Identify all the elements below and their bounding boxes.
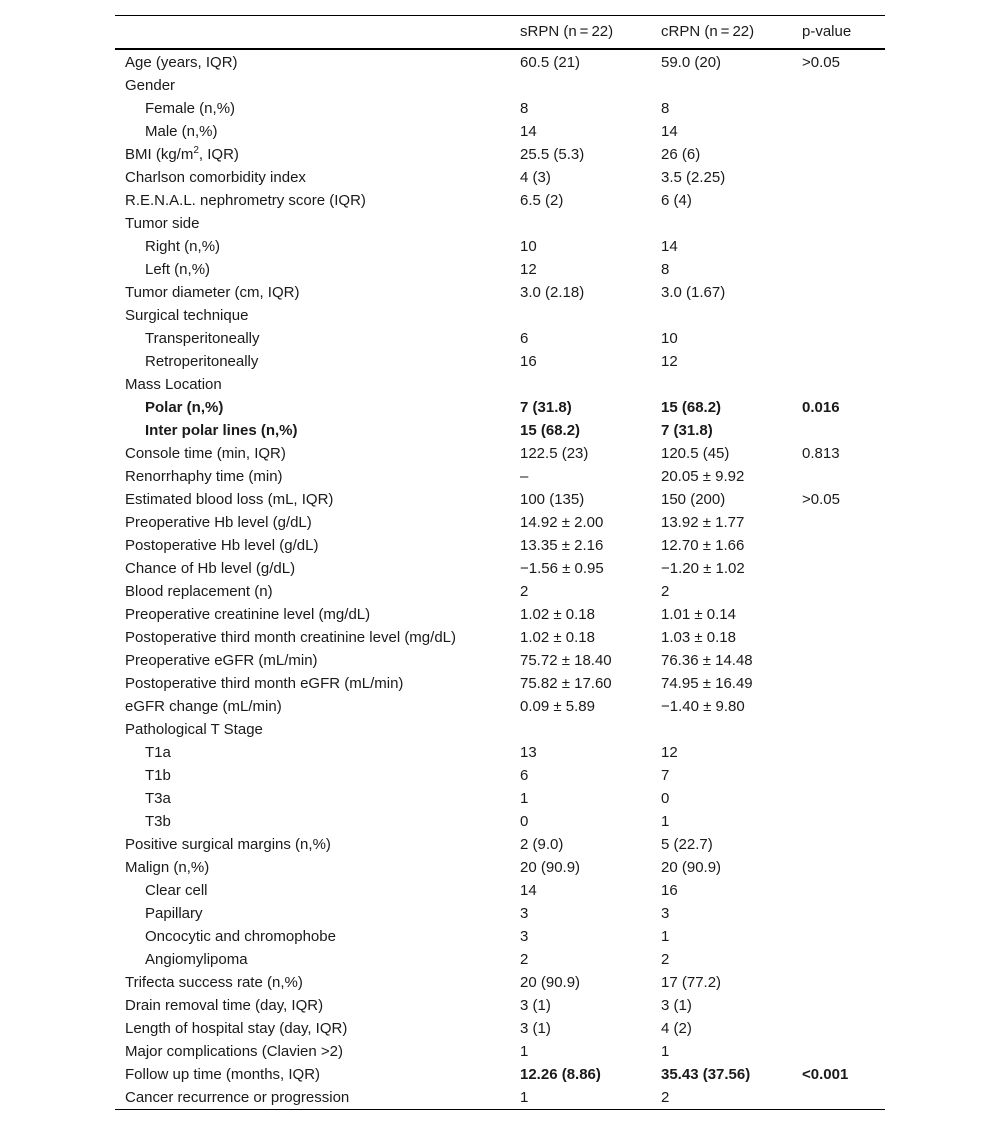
table-row [115, 948, 885, 971]
table-row [115, 212, 885, 235]
crpn-value: 7 [661, 767, 670, 784]
row-label [125, 672, 403, 695]
srpn-value: 3 (1) [520, 997, 551, 1014]
p-value: 0.813 [802, 445, 840, 462]
crpn-value: 12 [661, 744, 678, 761]
srpn-value: 75.72 ± 18.40 [520, 652, 612, 669]
table-row [115, 304, 885, 327]
row-label-text: Right (n,%) [145, 238, 221, 255]
crpn-value: 1 [661, 1043, 670, 1060]
p-value: <0.001 [802, 1066, 849, 1083]
row-label [145, 350, 258, 373]
row-label [145, 948, 248, 971]
row-label-text: Tumor diameter (cm, IQR) [125, 284, 300, 301]
srpn-value: 25.5 (5.3) [520, 146, 585, 163]
crpn-value: 4 (2) [661, 1020, 692, 1037]
row-label-text: Length of hospital stay (day, IQR) [125, 1020, 348, 1037]
table-row [115, 718, 885, 741]
crpn-value: 12 [661, 353, 678, 370]
crpn-value: 5 (22.7) [661, 836, 713, 853]
crpn-value: 74.95 ± 16.49 [661, 675, 753, 692]
crpn-value: 16 [661, 882, 678, 899]
crpn-value: 3.5 (2.25) [661, 169, 726, 186]
row-label [125, 488, 333, 511]
row-label [145, 258, 210, 281]
row-label-text: T3a [145, 790, 171, 807]
row-label-text: Inter polar lines (n,%) [145, 422, 298, 439]
srpn-value: 13.35 ± 2.16 [520, 537, 604, 554]
row-label [145, 810, 171, 833]
srpn-value: 0.09 ± 5.89 [520, 698, 595, 715]
srpn-value: 0 [520, 813, 529, 830]
srpn-value: 3 [520, 928, 529, 945]
row-label-text: Positive surgical margins (n,%) [125, 836, 331, 853]
srpn-value: 3 [520, 905, 529, 922]
row-label [145, 97, 235, 120]
srpn-value: 60.5 (21) [520, 54, 581, 71]
srpn-value: 75.82 ± 17.60 [520, 675, 612, 692]
table-row [115, 465, 885, 488]
table-row [115, 442, 885, 465]
crpn-value: 1.01 ± 0.14 [661, 606, 736, 623]
srpn-value: 1.02 ± 0.18 [520, 629, 595, 646]
table-row [115, 120, 885, 143]
row-label [145, 396, 223, 419]
table-row [115, 833, 885, 856]
srpn-value: 4 (3) [520, 169, 551, 186]
row-label-text: Papillary [145, 905, 203, 922]
header-p-value: p-value [802, 23, 852, 40]
row-label [125, 304, 248, 327]
row-label [145, 787, 171, 810]
crpn-value: 35.43 (37.56) [661, 1066, 751, 1083]
srpn-value: 13 [520, 744, 537, 761]
crpn-value: 13.92 ± 1.77 [661, 514, 745, 531]
table-row [115, 235, 885, 258]
crpn-value: 0 [661, 790, 670, 807]
p-value: 0.016 [802, 399, 840, 416]
table-row [115, 695, 885, 718]
row-label [125, 534, 318, 557]
srpn-value: 12 [520, 261, 537, 278]
row-label-text: Retroperitoneally [145, 353, 259, 370]
row-label-text: BMI (kg/m [125, 146, 194, 163]
table-row [115, 925, 885, 948]
table-row [115, 626, 885, 649]
srpn-value: 14 [520, 882, 537, 899]
crpn-value: 14 [661, 123, 678, 140]
row-label [125, 1040, 343, 1063]
crpn-value: 8 [661, 261, 670, 278]
table-row [115, 902, 885, 925]
row-label [125, 580, 273, 603]
table-row [115, 1040, 885, 1063]
row-label [125, 695, 282, 718]
row-label [145, 764, 171, 787]
row-label-text: Gender [125, 77, 176, 94]
crpn-value: 10 [661, 330, 678, 347]
row-label-text: Cancer recurrence or progression [125, 1089, 350, 1106]
table-row [115, 97, 885, 120]
row-label [125, 1063, 320, 1086]
row-label [125, 465, 283, 488]
crpn-value: 1 [661, 813, 670, 830]
table-row [115, 810, 885, 833]
row-label-text: Polar (n,%) [145, 399, 224, 416]
row-label [145, 741, 171, 764]
row-label [125, 994, 323, 1017]
row-label [125, 603, 370, 626]
crpn-value: 15 (68.2) [661, 399, 722, 416]
row-label-text: Renorrhaphy time (min) [125, 468, 283, 485]
table-row [115, 741, 885, 764]
table-row [115, 856, 885, 879]
table-row [115, 419, 885, 442]
row-label-text: Blood replacement (n) [125, 583, 273, 600]
p-value: >0.05 [802, 491, 840, 508]
table-row [115, 534, 885, 557]
srpn-value: 14.92 ± 2.00 [520, 514, 604, 531]
crpn-value: 76.36 ± 14.48 [661, 652, 753, 669]
header-crpn: cRPN (n = 22) [661, 23, 755, 40]
srpn-value: 1 [520, 1089, 529, 1106]
srpn-value: 14 [520, 123, 537, 140]
table-row [115, 74, 885, 97]
row-label-text: Postoperative third month eGFR (mL/min) [125, 675, 404, 692]
row-label [125, 718, 263, 741]
crpn-value: 3 [661, 905, 670, 922]
srpn-value: 100 (135) [520, 491, 585, 508]
table-row [115, 327, 885, 350]
table-row [115, 166, 885, 189]
srpn-value: 1 [520, 790, 529, 807]
row-label-text: T1b [145, 767, 171, 784]
row-label-superscript: 2 [193, 145, 199, 156]
srpn-value: 12.26 (8.86) [520, 1066, 601, 1083]
row-label-text: Left (n,%) [145, 261, 211, 278]
table-row [115, 258, 885, 281]
row-label-text: Pathological T Stage [125, 721, 263, 738]
row-label [125, 189, 366, 212]
table-body [115, 50, 885, 1110]
table-row [115, 879, 885, 902]
srpn-value: 3.0 (2.18) [520, 284, 585, 301]
row-label-text: Postoperative Hb level (g/dL) [125, 537, 319, 554]
srpn-value: 6.5 (2) [520, 192, 564, 209]
row-label [125, 971, 303, 994]
row-label-text: Male (n,%) [145, 123, 218, 140]
srpn-value: 2 [520, 951, 529, 968]
row-label [145, 925, 336, 948]
crpn-value: 8 [661, 100, 670, 117]
table-row [115, 672, 885, 695]
crpn-value: 2 [661, 583, 670, 600]
srpn-value: 6 [520, 767, 529, 784]
row-label-text: Tumor side [125, 215, 200, 232]
srpn-value: 20 (90.9) [520, 859, 581, 876]
srpn-value: 6 [520, 330, 529, 347]
row-label-text: Malign (n,%) [125, 859, 210, 876]
table-row [115, 189, 885, 212]
crpn-value: 3 (1) [661, 997, 692, 1014]
srpn-value: 2 [520, 583, 529, 600]
row-label-text: Drain removal time (day, IQR) [125, 997, 324, 1014]
srpn-value: 122.5 (23) [520, 445, 589, 462]
row-label [145, 879, 208, 902]
p-value: >0.05 [802, 54, 840, 71]
crpn-value: 26 (6) [661, 146, 701, 163]
table-row [115, 396, 885, 419]
table-row [115, 787, 885, 810]
row-label [125, 856, 209, 879]
row-label [125, 143, 239, 166]
table-row [115, 143, 885, 166]
row-label-text: Transperitoneally [145, 330, 260, 347]
comparison-table [115, 15, 885, 1110]
srpn-value: 15 (68.2) [520, 422, 581, 439]
row-label [145, 120, 218, 143]
row-label [145, 419, 298, 442]
row-label [125, 1086, 349, 1109]
crpn-value: 12.70 ± 1.66 [661, 537, 745, 554]
row-label-text: Angiomylipoma [145, 951, 248, 968]
srpn-value: 10 [520, 238, 537, 255]
table-row [115, 971, 885, 994]
row-label [145, 902, 203, 925]
table-row [115, 603, 885, 626]
crpn-value: 2 [661, 1089, 670, 1106]
row-label [125, 281, 299, 304]
row-label [125, 74, 175, 97]
row-label [125, 1017, 347, 1040]
table-row [115, 373, 885, 396]
crpn-value: 20.05 ± 9.92 [661, 468, 745, 485]
table-row [115, 1086, 885, 1109]
row-label-text: T3b [145, 813, 171, 830]
srpn-value: −1.56 ± 0.95 [520, 560, 604, 577]
table-row [115, 1063, 885, 1086]
row-label-suffix: , IQR) [198, 146, 239, 163]
crpn-value: 3.0 (1.67) [661, 284, 726, 301]
crpn-value: 20 (90.9) [661, 859, 722, 876]
row-label-text: Preoperative creatinine level (mg/dL) [125, 606, 371, 623]
crpn-value: −1.40 ± 9.80 [661, 698, 745, 715]
srpn-value: 8 [520, 100, 529, 117]
table-row [115, 350, 885, 373]
srpn-value: 7 (31.8) [520, 399, 572, 416]
row-label [145, 327, 260, 350]
row-label-text: Charlson comorbidity index [125, 169, 306, 186]
row-label-text: Postoperative third month creatinine level (mg/dL) [125, 629, 456, 646]
crpn-value: 1.03 ± 0.18 [661, 629, 736, 646]
row-label-text: Estimated blood loss (mL, IQR) [125, 491, 334, 508]
row-label-text: R.E.N.A.L. nephrometry score (IQR) [125, 192, 366, 209]
row-label [125, 166, 306, 189]
crpn-value: 59.0 (20) [661, 54, 722, 71]
row-label-text: Mass Location [125, 376, 222, 393]
row-label [125, 442, 286, 465]
table-header [115, 15, 885, 50]
header-srpn: sRPN (n = 22) [520, 23, 614, 40]
row-label-text: Trifecta success rate (n,%) [125, 974, 303, 991]
table-row [115, 649, 885, 672]
row-label-text: Preoperative eGFR (mL/min) [125, 652, 318, 669]
table-row [115, 557, 885, 580]
srpn-value: 16 [520, 353, 537, 370]
row-label-text: Console time (min, IQR) [125, 445, 286, 462]
table-row [115, 994, 885, 1017]
crpn-value: 1 [661, 928, 670, 945]
srpn-value: – [520, 468, 529, 485]
crpn-value: 120.5 (45) [661, 445, 730, 462]
row-label-text: T1a [145, 744, 171, 761]
table-row [115, 1017, 885, 1040]
row-label-text: Age (years, IQR) [125, 54, 238, 71]
row-label [125, 557, 295, 580]
row-label-text: Oncocytic and chromophobe [145, 928, 336, 945]
row-label [125, 212, 199, 235]
crpn-value: −1.20 ± 1.02 [661, 560, 745, 577]
row-label-text: Chance of Hb level (g/dL) [125, 560, 296, 577]
row-label [145, 235, 220, 258]
table-row [115, 488, 885, 511]
table-row [115, 281, 885, 304]
table-row [115, 51, 885, 74]
crpn-value: 14 [661, 238, 678, 255]
row-label-text: Female (n,%) [145, 100, 236, 117]
row-label-text: Clear cell [145, 882, 208, 899]
row-label-text: Major complications (Clavien >2) [125, 1043, 343, 1060]
srpn-value: 20 (90.9) [520, 974, 581, 991]
table-row [115, 764, 885, 787]
row-label [125, 649, 318, 672]
srpn-value: 2 (9.0) [520, 836, 564, 853]
srpn-value: 1 [520, 1043, 529, 1060]
row-label-text: Surgical technique [125, 307, 249, 324]
row-label [125, 511, 312, 534]
srpn-value: 3 (1) [520, 1020, 551, 1037]
srpn-value: 1.02 ± 0.18 [520, 606, 595, 623]
row-label-text: eGFR change (mL/min) [125, 698, 282, 715]
row-label-text: Preoperative Hb level (g/dL) [125, 514, 312, 531]
crpn-value: 150 (200) [661, 491, 726, 508]
table-row [115, 580, 885, 603]
table-row [115, 511, 885, 534]
row-label [125, 373, 222, 396]
crpn-value: 7 (31.8) [661, 422, 713, 439]
row-label-text: Follow up time (months, IQR) [125, 1066, 321, 1083]
row-label [125, 833, 331, 856]
row-label [125, 51, 238, 74]
crpn-value: 17 (77.2) [661, 974, 722, 991]
crpn-value: 2 [661, 951, 670, 968]
row-label [125, 626, 456, 649]
crpn-value: 6 (4) [661, 192, 692, 209]
